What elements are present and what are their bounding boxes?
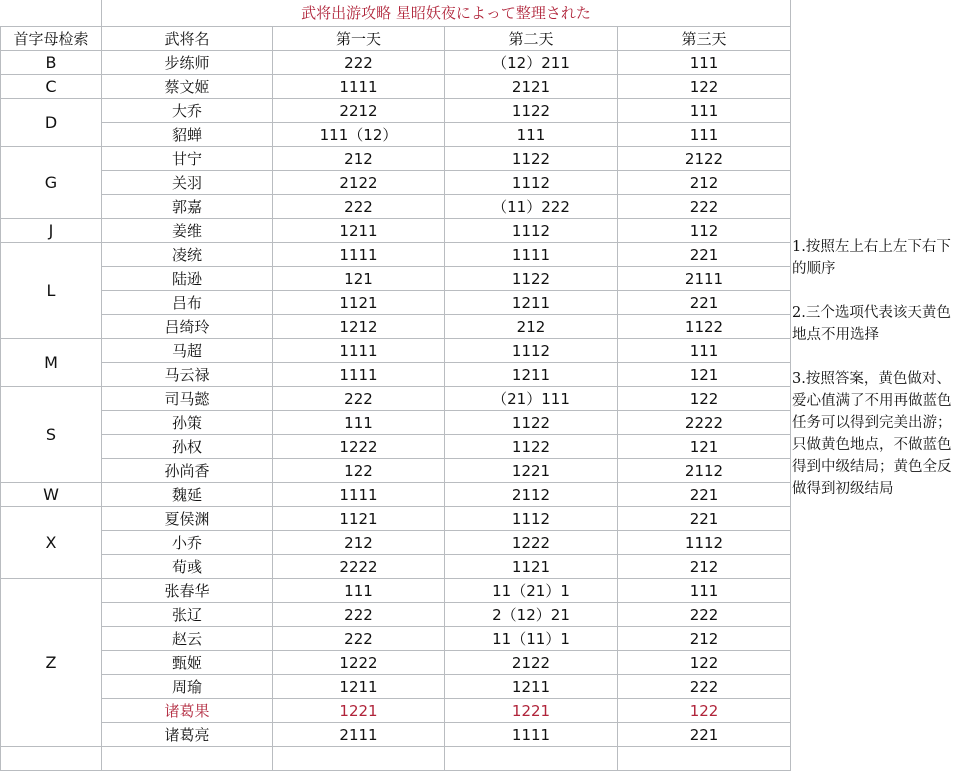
index-letter: S bbox=[1, 387, 102, 483]
day3-answer: 1122 bbox=[618, 315, 791, 339]
header-row bbox=[1, 27, 791, 51]
general-name: 吕绮玲 bbox=[102, 315, 273, 339]
empty-cell bbox=[273, 747, 445, 771]
day2-answer: 1122 bbox=[445, 147, 618, 171]
table-row bbox=[1, 75, 791, 99]
day1-answer: 1222 bbox=[273, 435, 445, 459]
table-row bbox=[1, 243, 791, 267]
day1-answer: 1111 bbox=[273, 363, 445, 387]
day1-answer: 111（12） bbox=[273, 123, 445, 147]
day3-answer: 2112 bbox=[618, 459, 791, 483]
day1-answer: 1121 bbox=[273, 507, 445, 531]
day1-answer: 222 bbox=[273, 51, 445, 75]
day2-answer: 1221 bbox=[445, 459, 618, 483]
empty-cell bbox=[618, 747, 791, 771]
day2-answer: 1111 bbox=[445, 723, 618, 747]
table-row bbox=[1, 627, 791, 651]
day3-answer: 222 bbox=[618, 675, 791, 699]
table-row bbox=[1, 579, 791, 603]
day3-answer: 1112 bbox=[618, 531, 791, 555]
blank-cell bbox=[1, 0, 102, 27]
general-name: 蔡文姬 bbox=[102, 75, 273, 99]
day3-answer: 121 bbox=[618, 363, 791, 387]
day1-answer: 222 bbox=[273, 603, 445, 627]
day1-answer: 2111 bbox=[273, 723, 445, 747]
day1-answer: 1111 bbox=[273, 243, 445, 267]
general-name: 孙策 bbox=[102, 411, 273, 435]
general-name: 陆逊 bbox=[102, 267, 273, 291]
day3-answer: 122 bbox=[618, 699, 791, 723]
table-row bbox=[1, 291, 791, 315]
index-letter: M bbox=[1, 339, 102, 387]
day1-answer: 222 bbox=[273, 627, 445, 651]
day1-answer: 1221 bbox=[273, 699, 445, 723]
table-row bbox=[1, 219, 791, 243]
header-day3: 第三天 bbox=[618, 27, 791, 51]
empty-row bbox=[1, 747, 791, 771]
day2-answer: 1121 bbox=[445, 555, 618, 579]
day3-answer: 121 bbox=[618, 435, 791, 459]
general-name: 貂蝉 bbox=[102, 123, 273, 147]
day3-answer: 111 bbox=[618, 51, 791, 75]
day2-answer: 11（21）1 bbox=[445, 579, 618, 603]
table-row bbox=[1, 315, 791, 339]
day2-answer: 212 bbox=[445, 315, 618, 339]
day1-answer: 111 bbox=[273, 579, 445, 603]
index-letter: D bbox=[1, 99, 102, 147]
day2-answer: （11）222 bbox=[445, 195, 618, 219]
table-row bbox=[1, 435, 791, 459]
day1-answer: 121 bbox=[273, 267, 445, 291]
table-row bbox=[1, 651, 791, 675]
day1-answer: 2122 bbox=[273, 171, 445, 195]
general-name: 凌统 bbox=[102, 243, 273, 267]
general-name: 郭嘉 bbox=[102, 195, 273, 219]
table-row bbox=[1, 531, 791, 555]
empty-cell bbox=[1, 747, 102, 771]
day3-answer: 222 bbox=[618, 603, 791, 627]
day3-answer: 212 bbox=[618, 171, 791, 195]
day2-answer: 1122 bbox=[445, 435, 618, 459]
note-1: 1.按照左上右上左下右下的顺序 bbox=[792, 239, 951, 277]
table-row bbox=[1, 171, 791, 195]
table-row bbox=[1, 723, 791, 747]
day2-answer: 1211 bbox=[445, 675, 618, 699]
general-name: 大乔 bbox=[102, 99, 273, 123]
header-name: 武将名 bbox=[102, 27, 273, 51]
index-letter: Z bbox=[1, 579, 102, 747]
day1-answer: 1222 bbox=[273, 651, 445, 675]
day3-answer: 2122 bbox=[618, 147, 791, 171]
general-name: 小乔 bbox=[102, 531, 273, 555]
day2-answer: （21）111 bbox=[445, 387, 618, 411]
general-name: 荀彧 bbox=[102, 555, 273, 579]
general-name: 马超 bbox=[102, 339, 273, 363]
day3-answer: 111 bbox=[618, 99, 791, 123]
index-letter: L bbox=[1, 243, 102, 339]
day3-answer: 222 bbox=[618, 195, 791, 219]
general-name: 夏侯渊 bbox=[102, 507, 273, 531]
day1-answer: 1212 bbox=[273, 315, 445, 339]
general-name: 甘宁 bbox=[102, 147, 273, 171]
day1-answer: 212 bbox=[273, 147, 445, 171]
day2-answer: 2122 bbox=[445, 651, 618, 675]
table-row bbox=[1, 123, 791, 147]
day1-answer: 212 bbox=[273, 531, 445, 555]
day3-answer: 212 bbox=[618, 555, 791, 579]
day3-answer: 122 bbox=[618, 387, 791, 411]
day2-answer: 1122 bbox=[445, 267, 618, 291]
day3-answer: 221 bbox=[618, 507, 791, 531]
table-row bbox=[1, 339, 791, 363]
day2-answer: 1211 bbox=[445, 291, 618, 315]
day1-answer: 111 bbox=[273, 411, 445, 435]
day3-answer: 221 bbox=[618, 291, 791, 315]
table-row bbox=[1, 387, 791, 411]
day2-answer: 1112 bbox=[445, 171, 618, 195]
day2-answer: 1112 bbox=[445, 507, 618, 531]
day3-answer: 221 bbox=[618, 243, 791, 267]
general-name: 诸葛果 bbox=[102, 699, 273, 723]
day2-answer: 111 bbox=[445, 123, 618, 147]
general-name: 马云禄 bbox=[102, 363, 273, 387]
day1-answer: 1111 bbox=[273, 339, 445, 363]
table-row bbox=[1, 267, 791, 291]
day2-answer: 1112 bbox=[445, 219, 618, 243]
day2-answer: 1222 bbox=[445, 531, 618, 555]
table-row bbox=[1, 555, 791, 579]
day2-answer: 2112 bbox=[445, 483, 618, 507]
notes-panel bbox=[792, 236, 957, 522]
general-name: 步练师 bbox=[102, 51, 273, 75]
day1-answer: 1211 bbox=[273, 219, 445, 243]
general-name: 吕布 bbox=[102, 291, 273, 315]
day3-answer: 111 bbox=[618, 579, 791, 603]
general-name: 张辽 bbox=[102, 603, 273, 627]
table-row bbox=[1, 459, 791, 483]
day1-answer: 1121 bbox=[273, 291, 445, 315]
day2-answer: 1112 bbox=[445, 339, 618, 363]
day1-answer: 122 bbox=[273, 459, 445, 483]
day2-answer: 1111 bbox=[445, 243, 618, 267]
general-name: 赵云 bbox=[102, 627, 273, 651]
day1-answer: 1111 bbox=[273, 483, 445, 507]
general-name: 周瑜 bbox=[102, 675, 273, 699]
day1-answer: 1111 bbox=[273, 75, 445, 99]
general-name: 孙尚香 bbox=[102, 459, 273, 483]
day1-answer: 222 bbox=[273, 195, 445, 219]
day2-answer: 1221 bbox=[445, 699, 618, 723]
day1-answer: 222 bbox=[273, 387, 445, 411]
note-3: 3.按照答案，黄色做对、爱心值满了不用再做蓝色任务可以得到完美出游；只做黄色地点，不做蓝色得到中级结局；黄色全反做得到初级结局 bbox=[792, 371, 952, 497]
general-name: 姜维 bbox=[102, 219, 273, 243]
general-name: 司马懿 bbox=[102, 387, 273, 411]
index-letter: J bbox=[1, 219, 102, 243]
empty-cell bbox=[445, 747, 618, 771]
day3-answer: 111 bbox=[618, 123, 791, 147]
header-day1: 第一天 bbox=[273, 27, 445, 51]
day2-answer: 11（11）1 bbox=[445, 627, 618, 651]
header-day2: 第二天 bbox=[445, 27, 618, 51]
day2-answer: 2121 bbox=[445, 75, 618, 99]
general-name: 诸葛亮 bbox=[102, 723, 273, 747]
general-name: 孙权 bbox=[102, 435, 273, 459]
empty-cell bbox=[102, 747, 273, 771]
index-letter: B bbox=[1, 51, 102, 75]
index-letter: W bbox=[1, 483, 102, 507]
day2-answer: （12）211 bbox=[445, 51, 618, 75]
general-name: 关羽 bbox=[102, 171, 273, 195]
table-row bbox=[1, 51, 791, 75]
day2-answer: 2（12）21 bbox=[445, 603, 618, 627]
day3-answer: 221 bbox=[618, 723, 791, 747]
day2-answer: 1122 bbox=[445, 99, 618, 123]
table-row bbox=[1, 363, 791, 387]
table-row bbox=[1, 699, 791, 723]
table-row bbox=[1, 411, 791, 435]
day1-answer: 2212 bbox=[273, 99, 445, 123]
index-letter: G bbox=[1, 147, 102, 219]
table-row bbox=[1, 675, 791, 699]
day3-answer: 122 bbox=[618, 75, 791, 99]
table-row bbox=[1, 195, 791, 219]
general-name: 魏延 bbox=[102, 483, 273, 507]
note-2: 2.三个选项代表该天黄色地点不用选择 bbox=[792, 305, 951, 343]
day3-answer: 2222 bbox=[618, 411, 791, 435]
day1-answer: 2222 bbox=[273, 555, 445, 579]
day3-answer: 111 bbox=[618, 339, 791, 363]
general-name: 甄姬 bbox=[102, 651, 273, 675]
table-body bbox=[1, 0, 791, 771]
day1-answer: 1211 bbox=[273, 675, 445, 699]
table-row bbox=[1, 147, 791, 171]
title-row bbox=[1, 0, 791, 27]
day3-answer: 2111 bbox=[618, 267, 791, 291]
day2-answer: 1211 bbox=[445, 363, 618, 387]
table-row bbox=[1, 483, 791, 507]
header-letter: 首字母检索 bbox=[1, 27, 102, 51]
table-row bbox=[1, 507, 791, 531]
table-row bbox=[1, 99, 791, 123]
page-title: 武将出游攻略 星昭妖夜によって整理された bbox=[102, 0, 791, 27]
day2-answer: 1122 bbox=[445, 411, 618, 435]
index-letter: X bbox=[1, 507, 102, 579]
day3-answer: 112 bbox=[618, 219, 791, 243]
day3-answer: 221 bbox=[618, 483, 791, 507]
general-name: 张春华 bbox=[102, 579, 273, 603]
index-letter: C bbox=[1, 75, 102, 99]
table-row bbox=[1, 603, 791, 627]
day3-answer: 122 bbox=[618, 651, 791, 675]
day3-answer: 212 bbox=[618, 627, 791, 651]
